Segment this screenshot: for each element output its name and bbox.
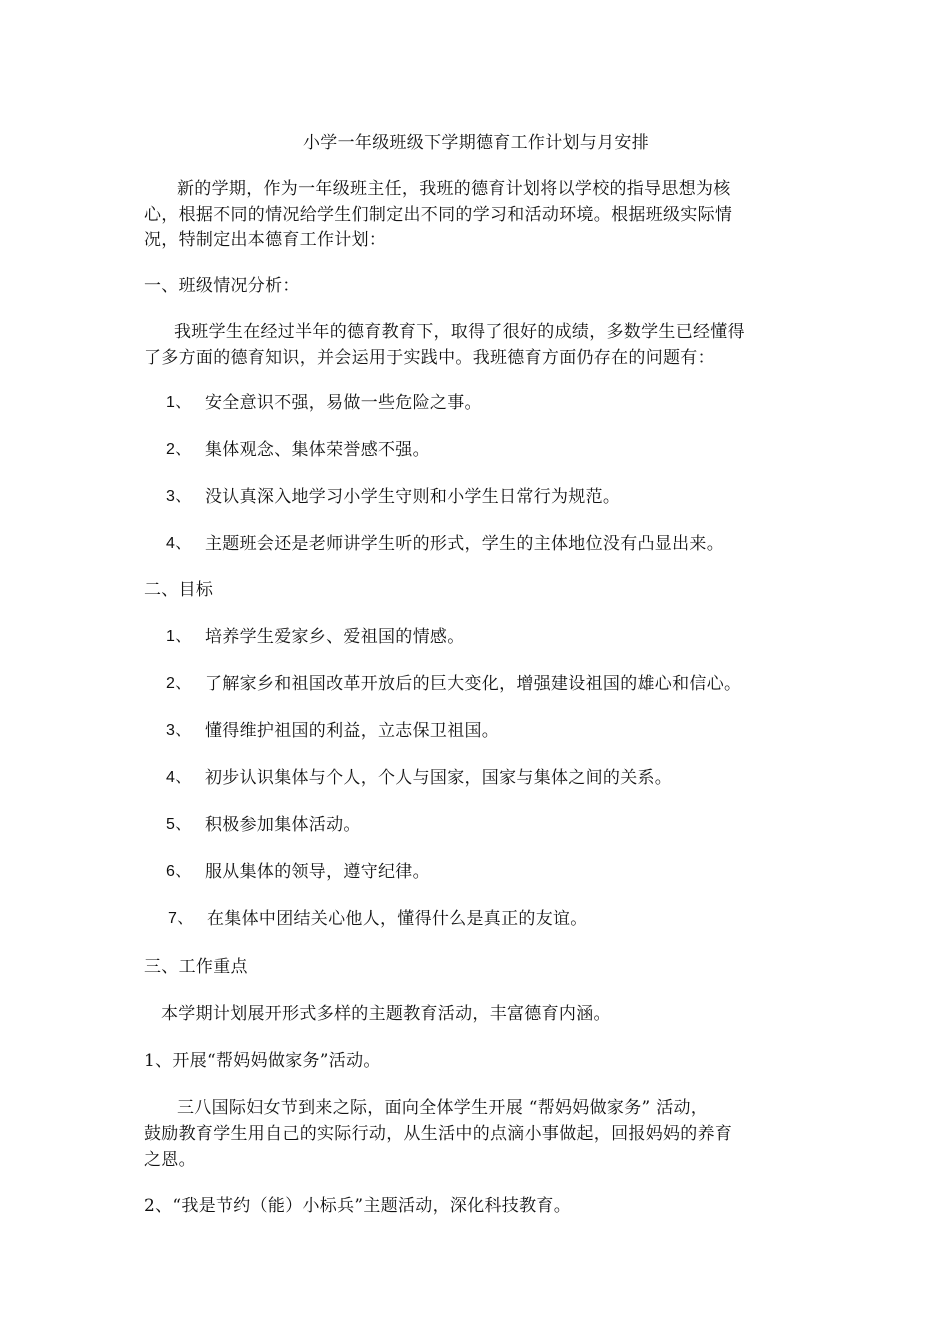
document-title: 小学一年级班级下学期德育工作计划与月安排 (303, 133, 649, 153)
list-item-number: 1、 (166, 628, 192, 645)
list-item: 在集体中团结关心他人，懂得什么是真正的友谊。 (207, 909, 588, 929)
intro-line: 新的学期，作为一年级班主任，我班的德育计划将以学校的指导思想为核 (177, 179, 731, 199)
list-item-number: 6、 (166, 863, 192, 880)
list-item-number: 3、 (166, 722, 192, 739)
activity-heading: 1、开展“帮妈妈做家务”活动。 (144, 1051, 381, 1071)
list-item: 培养学生爱家乡、爱祖国的情感。 (205, 627, 465, 647)
intro-line: 况，特制定出本德育工作计划： (144, 230, 387, 250)
list-item: 服从集体的领导，遵守纪律。 (205, 862, 430, 882)
intro-line: 心，根据不同的情况给学生们制定出不同的学习和活动环境。根据班级实际情 (144, 205, 733, 225)
activity-paragraph-line: 鼓励教育学生用自己的实际行动，从生活中的点滴小事做起，回报妈妈的养育 (144, 1124, 733, 1144)
list-item: 集体观念、集体荣誉感不强。 (205, 440, 430, 460)
section-heading: 一、班级情况分析： (144, 276, 300, 296)
section-paragraph: 本学期计划展开形式多样的主题教育活动，丰富德育内涵。 (161, 1004, 611, 1024)
list-item: 没认真深入地学习小学生守则和小学生日常行为规范。 (205, 487, 621, 507)
activity-heading: 2、“我是节约（能）小标兵”主题活动，深化科技教育。 (144, 1196, 571, 1216)
section-paragraph-line: 我班学生在经过半年的德育教育下，取得了很好的成绩，多数学生已经懂得 (174, 322, 745, 342)
section-heading: 二、目标 (144, 580, 214, 600)
list-item-number: 2、 (166, 441, 192, 458)
list-item: 主题班会还是老师讲学生听的形式，学生的主体地位没有凸显出来。 (205, 534, 724, 554)
activity-paragraph-line: 之恩。 (144, 1150, 196, 1170)
list-item-number: 3、 (166, 488, 192, 505)
list-item-number: 7、 (168, 910, 194, 927)
list-item-number: 1、 (166, 394, 192, 411)
list-item: 了解家乡和祖国改革开放后的巨大变化，增强建设祖国的雄心和信心。 (205, 674, 742, 694)
activity-paragraph-line: 三八国际妇女节到来之际，面向全体学生开展 “帮妈妈做家务” 活动， (177, 1098, 709, 1118)
section-heading: 三、工作重点 (144, 957, 248, 977)
list-item: 懂得维护祖国的利益，立志保卫祖国。 (205, 721, 500, 741)
list-item: 初步认识集体与个人，个人与国家，国家与集体之间的关系。 (205, 768, 673, 788)
list-item-number: 4、 (166, 535, 192, 552)
list-item-number: 4、 (166, 769, 192, 786)
list-item: 安全意识不强，易做一些危险之事。 (205, 393, 482, 413)
list-item-number: 5、 (166, 816, 192, 833)
list-item: 积极参加集体活动。 (205, 815, 361, 835)
section-paragraph-line: 了多方面的德育知识，并会运用于实践中。我班德育方面仍存在的问题有： (144, 348, 715, 368)
list-item-number: 2、 (166, 675, 192, 692)
